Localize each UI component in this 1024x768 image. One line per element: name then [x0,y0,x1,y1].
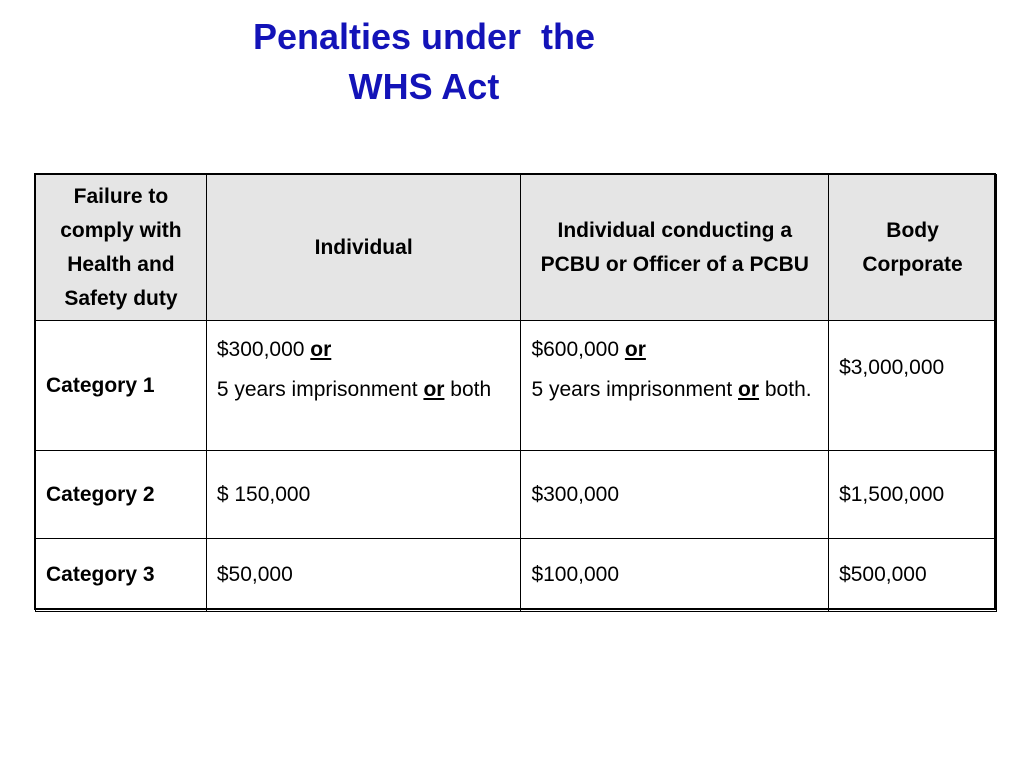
table-header-row [36,175,997,321]
row-label-category-1: Category 1 [36,321,207,451]
header-failure-to-comply: Failure to comply with Health and Safety duty [36,175,207,321]
slide-title [196,12,652,112]
cell-individual-category-1 [206,321,521,451]
header-pcbu-officer: Individual conducting a PCBU or Officer of a PCBU [521,175,829,321]
prison-term: 5 years imprisonment [531,378,739,401]
fine-amount: $300,000 [216,338,311,361]
penalties-table [35,174,997,612]
or-conjunction: or [738,378,760,401]
or-conjunction: or [624,338,646,361]
cell-pcbu-category-3: $100,000 [521,539,829,612]
penalty-prison-line [531,373,818,407]
cell-pcbu-category-1 [521,321,829,451]
cell-individual-category-2: $ 150,000 [206,451,521,539]
both-text: both. [764,378,812,401]
title-line-2: WHS Act [348,66,500,107]
title-line-1: Penalties under the [252,16,596,57]
penalty-prison-line [217,373,511,407]
table-row [36,321,997,451]
cell-body-corporate-category-1: $3,000,000 [829,321,997,451]
fine-amount: $600,000 [531,338,625,361]
table-row [36,539,997,612]
cell-pcbu-category-2: $300,000 [521,451,829,539]
cell-body-corporate-category-3: $500,000 [829,539,997,612]
both-text: both [450,378,492,401]
penalty-fine-line [531,333,818,367]
penalty-fine-line [217,333,511,367]
or-conjunction: or [423,378,445,401]
table-row [36,451,997,539]
header-individual: Individual [206,175,521,321]
row-label-category-2: Category 2 [36,451,207,539]
cell-body-corporate-category-2: $1,500,000 [829,451,997,539]
row-label-category-3: Category 3 [36,539,207,612]
cell-individual-category-3: $50,000 [206,539,521,612]
prison-term: 5 years imprisonment [216,378,424,401]
or-conjunction: or [310,338,332,361]
header-body-corporate: Body Corporate [829,175,997,321]
